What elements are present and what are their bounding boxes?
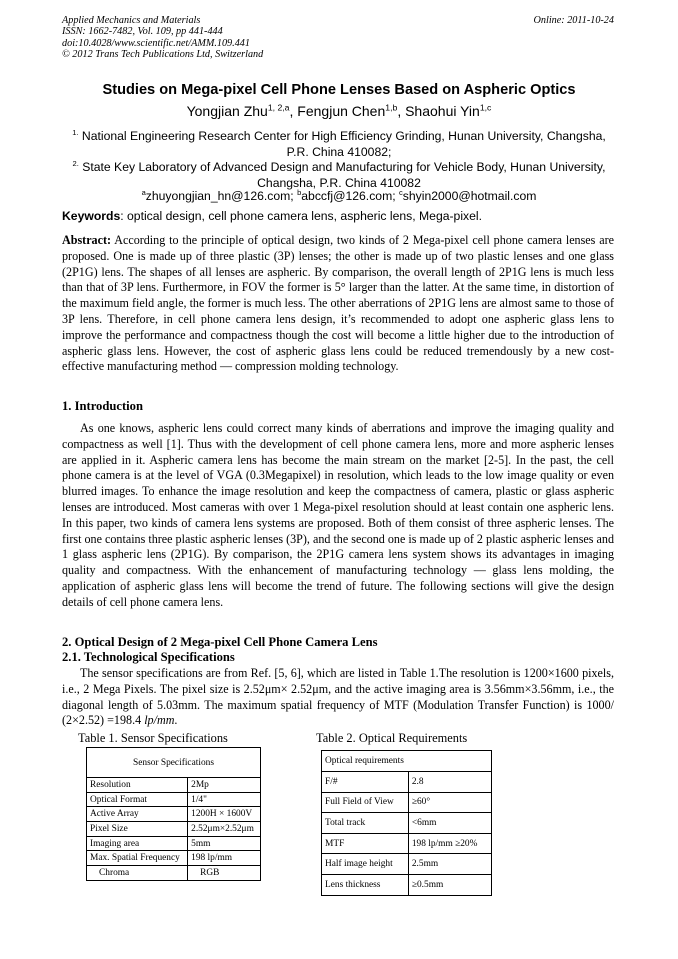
affiliation-2 xyxy=(70,160,608,191)
email-marker: b xyxy=(297,187,302,197)
abstract-label: Abstract: xyxy=(62,233,112,247)
journal-header xyxy=(62,15,263,61)
author-name: Yongjian Zhu xyxy=(186,103,268,119)
abstract-text: According to the principle of optical design, two kinds of 2 Mega-pixel cell phone camera lenses are proposed. One is made up of three plastic (3P) lenses; the other is made up of two plastic lenses and one glass (2P1G) lens. The shapes of all lenses are aspheric. By comparison, the overall length of 2P1G lens is much less than that of 3P lens. Furthermore, in FOV the former is 5° larger than the latter. At the same time, in distortion of the maximum field angle, the former is much less. The other aberrations of 2P1G lens are almost same to those of 3P lens. Therefore, in cell phone camera lens design, it’s recommended to adopt one aspheric glass lens to improve the performance and compactness though the cost will become a little higher due to the introduction of aspheric glass lens. However, the cost of aspheric glass lens could be reduced tremendously by a new cost-effective manufacturing method — compression molding technology. xyxy=(62,233,614,374)
introduction-paragraph: As one knows, aspheric lens could correct many kinds of aberrations and improve the imaging quality and compactness as well [1]. Thus with the development of cell phone camera lens, more and more aspheric lenses are applied in it. Aspheric camera lens has become the main stream on the market [2-5]. In the past, the cell phone camera is at the level of VGA (0.3Megapixel) in resolution, which leads to the low image quality or even blurred images. To enhance the image resolution and keep the compactness of camera, plastic or glass aspheric lenses are introduced. Most cameras with over 1 Mega-pixel resolution should at least contain one aspheric lens. In this paper, two kinds of camera lens systems are proposed. Both of them consist of three aspheric lenses. The first one contains three plastic aspheric lenses (3P), and the second one is made up of 2 plastic aspheric lenses and 1 glass aspheric lens (2P1G). By comparison, the 2P1G camera lens system shows its advantages in imaging quality and compactness. With the enhancement of manufacturing technology — glass lens molding, the application of aspheric glass lens will become the trend of future. The following sections will give the design details of cell phone camera lens. xyxy=(62,421,614,609)
email-marker: a xyxy=(141,187,146,197)
table-cell: <6mm xyxy=(408,813,491,834)
doi-line: doi:10.4028/www.scientific.net/AMM.109.441 xyxy=(62,37,250,49)
table-header: Sensor Specifications xyxy=(87,748,261,778)
email-line xyxy=(70,189,608,205)
specifications-unit: lp/mm xyxy=(144,713,175,728)
table-cell: 198 lp/mm ≥20% xyxy=(408,833,491,854)
table-cell: Lens thickness xyxy=(322,874,409,895)
table-header: Optical requirements xyxy=(322,751,492,772)
sentence-end: . xyxy=(174,713,178,728)
table-cell: 2Mp xyxy=(188,778,261,793)
table-2-caption: Table 2. Optical Requirements xyxy=(316,731,468,745)
table-cell: Optical Format xyxy=(87,792,188,807)
table-cell: MTF xyxy=(322,833,409,854)
affiliation-1 xyxy=(70,129,608,160)
table-cell: RGB xyxy=(188,866,261,881)
abstract-paragraph xyxy=(62,233,614,375)
table-cell: Resolution xyxy=(87,778,188,793)
specifications-text: The sensor specifications are from Ref. [5, 6], which are listed in Table 1.The resolution is 1200×1600 pixels, i.e., 2 Mega Pixels. The pixel size is 2.52μm× 2.52μm, and the active imaging area is 3.56mm×3.56mm, i.e., the diagonal length of 5.03mm. The maximum spatial frequency of MTF (Modulation Transfer Function) is 1000/ (2×2.52) =198.4 xyxy=(62,666,614,728)
paper-title: Studies on Mega-pixel Cell Phone Lenses Based on Aspheric Optics xyxy=(102,82,576,98)
email-c: shyin2000@hotmail.com xyxy=(402,189,537,203)
affiliation-number: 2. xyxy=(72,158,79,168)
table-cell: Half image height xyxy=(322,854,409,875)
author-superscript: 1, 2,a xyxy=(267,102,290,113)
affiliation-text: State Key Laboratory of Advanced Design and Manufacturing for Vehicle Body, Hunan University, Changsha, P.R. China 410082 xyxy=(82,160,606,190)
email-marker: c xyxy=(399,187,403,197)
keywords-label: Keywords xyxy=(62,209,121,223)
table-cell: Active Array xyxy=(87,807,188,822)
table-cell: Full Field of View xyxy=(322,792,409,813)
table-cell: Total track xyxy=(322,813,409,834)
table-cell: ≥0.5mm xyxy=(408,874,491,895)
table-1-caption: Table 1. Sensor Specifications xyxy=(78,731,228,745)
online-date: Online: 2011-10-24 xyxy=(533,15,614,26)
table-cell: 2.8 xyxy=(408,772,491,793)
affiliation-number: 1. xyxy=(72,127,79,137)
table-cell: 5mm xyxy=(188,836,261,851)
author-superscript: 1,c xyxy=(479,102,492,113)
author-superscript: 1,b xyxy=(385,102,398,113)
affiliation-text: National Engineering Research Center for High Efficiency Grinding, Hunan University, Changsha, P.R. China 410082; xyxy=(81,129,606,159)
keywords-line xyxy=(62,209,482,223)
section-2-heading: 2. Optical Design of 2 Mega-pixel Cell Phone Camera Lens xyxy=(62,635,378,649)
author-name: Fengjun Chen xyxy=(297,103,386,119)
table-1 xyxy=(86,747,261,881)
journal-name: Applied Mechanics and Materials xyxy=(62,15,201,26)
table-cell: 2.52μm×2.52μm xyxy=(188,822,261,837)
email-b: abccfj@126.com; xyxy=(301,189,396,203)
table-cell: 1200H × 1600V xyxy=(188,807,261,822)
table-cell: ≥60° xyxy=(408,792,491,813)
table-cell: 1/4" xyxy=(188,792,261,807)
table-cell: Imaging area xyxy=(87,836,188,851)
table-cell: F/# xyxy=(322,772,409,793)
copyright-line: © 2012 Trans Tech Publications Ltd, Switzerland xyxy=(62,49,264,61)
section-2-1-heading: 2.1. Technological Specifications xyxy=(62,650,235,664)
table-cell: 2.5mm xyxy=(408,854,491,875)
specifications-paragraph xyxy=(62,666,614,729)
table-cell: Chroma xyxy=(87,866,188,881)
author-name: Shaohui Yin xyxy=(405,103,480,119)
author-list: Yongjian Zhu$^{1, 2,a}$, Fengjun Chen$^{1,b}$, Shaohui Yin$^{1,c}$ xyxy=(186,102,492,119)
table-cell: Pixel Size xyxy=(87,822,188,837)
issn-line: ISSN: 1662-7482, Vol. 109, pp 441-444 xyxy=(62,26,223,38)
table-cell: Max. Spatial Frequency xyxy=(87,851,188,866)
table-cell: 198 lp/mm xyxy=(188,851,261,866)
table-2 xyxy=(321,750,492,896)
section-1-heading: 1. Introduction xyxy=(62,399,143,413)
keywords-text: : optical design, cell phone camera lens, aspheric lens, Mega-pixel. xyxy=(120,209,483,223)
email-a: zhuyongjian_hn@126.com; xyxy=(145,189,294,203)
